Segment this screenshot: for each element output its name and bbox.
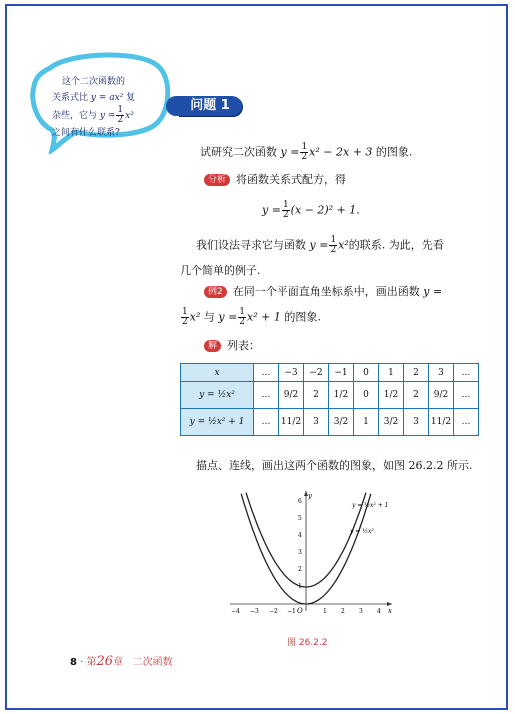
y-tick-label: 1 — [298, 583, 302, 590]
analysis-y: y = — [262, 203, 281, 217]
table-cell: … — [254, 364, 279, 382]
frac-den: 2 — [330, 245, 337, 255]
frac-num: 1 — [282, 200, 289, 210]
bubble-line-2 — [52, 90, 156, 106]
figure-caption: 图 26.2.2 — [287, 638, 328, 648]
frac-den: 2 — [117, 115, 124, 125]
para-fraction — [329, 236, 337, 255]
frac-num: 1 — [301, 142, 308, 152]
plot-instruction: 描点、连线，画出这两个函数的图象，如图 26.2.2 所示. — [196, 459, 473, 472]
example-x1: x² — [189, 310, 201, 324]
bubble-line-2-post: 复 — [126, 93, 136, 103]
table-cell: … — [454, 382, 479, 409]
example-fraction-1 — [181, 308, 189, 327]
frac-num: 1 — [330, 235, 337, 245]
solution-tag: 解 — [204, 340, 221, 352]
table-cell: 1 — [379, 364, 404, 382]
table-cell: 3/2 — [329, 409, 354, 436]
table-row-x — [181, 364, 479, 382]
origin-label: O — [297, 607, 303, 615]
x-axis-arrow — [387, 602, 392, 606]
table-cell: 0 — [354, 382, 379, 409]
chapter-prefix: 第 — [86, 657, 97, 668]
table-cell: 3 — [404, 409, 429, 436]
example-tag: 例2 — [204, 286, 227, 298]
table-head-x: x — [181, 364, 254, 382]
example-mid: 与 — [203, 310, 215, 324]
y-tick-label: 2 — [298, 566, 302, 573]
example-fraction-2 — [238, 308, 246, 327]
frac-num: 1 — [182, 307, 188, 317]
frac-den: 2 — [301, 152, 308, 162]
example-line-2 — [180, 308, 321, 327]
x-tick-label: −1 — [287, 608, 296, 615]
x-axis-label: x — [388, 607, 392, 615]
x-tick-label: 4 — [377, 608, 381, 615]
analysis-equation — [262, 201, 360, 220]
bubble-line-3-x: x² — [125, 111, 134, 121]
problem-badge: 问题 1 — [178, 96, 242, 116]
x-tick-label: 1 — [323, 608, 327, 615]
value-table — [180, 363, 479, 436]
frac-num: 1 — [239, 307, 246, 317]
x-tick-label: 3 — [359, 608, 363, 615]
bubble-line-2-pre: 关系式比 — [52, 93, 89, 103]
y-tick-label: 4 — [298, 532, 302, 539]
example-y1: y = — [423, 285, 443, 298]
table-row-y1 — [181, 382, 479, 409]
bubble-expr: y = ax² — [90, 93, 124, 103]
example-y2: y = — [218, 310, 238, 324]
example-x2: x² + 1 — [247, 310, 281, 324]
frac-den: 2 — [239, 317, 246, 327]
table-cell: … — [454, 409, 479, 436]
curve-label-lower: y = ½x² — [350, 528, 374, 535]
x-tick-label: 2 — [341, 608, 345, 615]
chapter-suffix: 章 — [113, 657, 124, 668]
para-post: 的联系. 为此，先看 — [348, 238, 444, 252]
solution-line — [204, 339, 260, 353]
table-head-y2: y = ½x² + 1 — [181, 409, 254, 436]
bubble-line-4: 之间有什么联系? — [52, 128, 120, 138]
table-cell: 9/2 — [429, 382, 454, 409]
table-cell: 9/2 — [279, 382, 304, 409]
analysis-tag: 分析 — [204, 174, 230, 186]
y-tick-label: 5 — [298, 515, 302, 522]
problem-post: 的图象. — [375, 145, 413, 159]
bubble-line-3 — [52, 106, 156, 125]
example-text: 在同一个平面直角坐标系中，画出函数 — [232, 285, 420, 298]
parabola-figure — [226, 489, 396, 615]
table-cell: … — [254, 382, 279, 409]
page-number: 8 — [70, 657, 77, 668]
problem-y: y = — [280, 145, 300, 159]
table-cell: 1/2 — [329, 382, 354, 409]
table-cell: … — [254, 409, 279, 436]
table-cell: 1 — [354, 409, 379, 436]
y-tick-label: 6 — [298, 498, 302, 505]
problem-pre: 试研究二次函数 — [200, 145, 277, 159]
frac-num: 1 — [117, 105, 124, 115]
bubble-line-1: 这个二次函数的 — [62, 77, 126, 87]
table-cell: … — [454, 364, 479, 382]
analysis-fraction — [282, 201, 290, 220]
table-cell: 2 — [404, 364, 429, 382]
table-head-y1: y = ½x² — [181, 382, 254, 409]
y-tick-label: 3 — [298, 549, 302, 556]
problem-line — [200, 143, 412, 162]
frac-den: 2 — [182, 317, 188, 327]
solution-text: 列表： — [227, 339, 261, 352]
x-tick-label: −4 — [231, 608, 240, 615]
analysis-text: 将函数关系式配方，得 — [236, 173, 347, 186]
analysis-line — [204, 173, 346, 187]
x-tick-label: −3 — [250, 608, 259, 615]
table-cell: 0 — [354, 364, 379, 382]
bubble-line-3-y: y = — [99, 111, 116, 121]
x-tick-label: −2 — [269, 608, 278, 615]
bubble-fraction — [116, 106, 124, 125]
chapter-number: 26 — [96, 654, 114, 669]
table-cell: 3 — [429, 364, 454, 382]
table-row-y2 — [181, 409, 479, 436]
para-x: x² — [338, 238, 349, 252]
table-cell: −1 — [329, 364, 354, 382]
y-axis-label: y — [308, 492, 312, 500]
bubble-line-3-pre: 杂些，它与 — [52, 111, 98, 121]
para-y: y = — [309, 238, 329, 252]
table-cell: −3 — [279, 364, 304, 382]
footer-separator: · — [80, 657, 84, 668]
analysis-expr: (x − 2)² + 1. — [290, 203, 360, 217]
example-line-1 — [204, 285, 442, 299]
intro-line-2: 几个简单的例子. — [180, 264, 261, 277]
para-pre: 我们设法寻求它与函数 — [196, 238, 306, 252]
page-footer — [70, 653, 173, 669]
chapter-title: 二次函数 — [132, 657, 173, 668]
table-cell: −2 — [304, 364, 329, 382]
table-cell: 2 — [404, 382, 429, 409]
problem-expr: x² − 2x + 3 — [309, 145, 373, 159]
table-cell: 11/2 — [429, 409, 454, 436]
curve-label-upper: y = ½x² + 1 — [352, 502, 389, 509]
table-cell: 2 — [304, 382, 329, 409]
table-cell: 3 — [304, 409, 329, 436]
frac-den: 2 — [282, 210, 289, 220]
table-cell: 11/2 — [279, 409, 304, 436]
problem-fraction — [300, 143, 308, 162]
intro-line-1 — [196, 236, 444, 255]
table-cell: 3/2 — [379, 409, 404, 436]
example-post: 的图象. — [284, 310, 321, 324]
table-cell: 1/2 — [379, 382, 404, 409]
bubble-text — [52, 74, 156, 141]
